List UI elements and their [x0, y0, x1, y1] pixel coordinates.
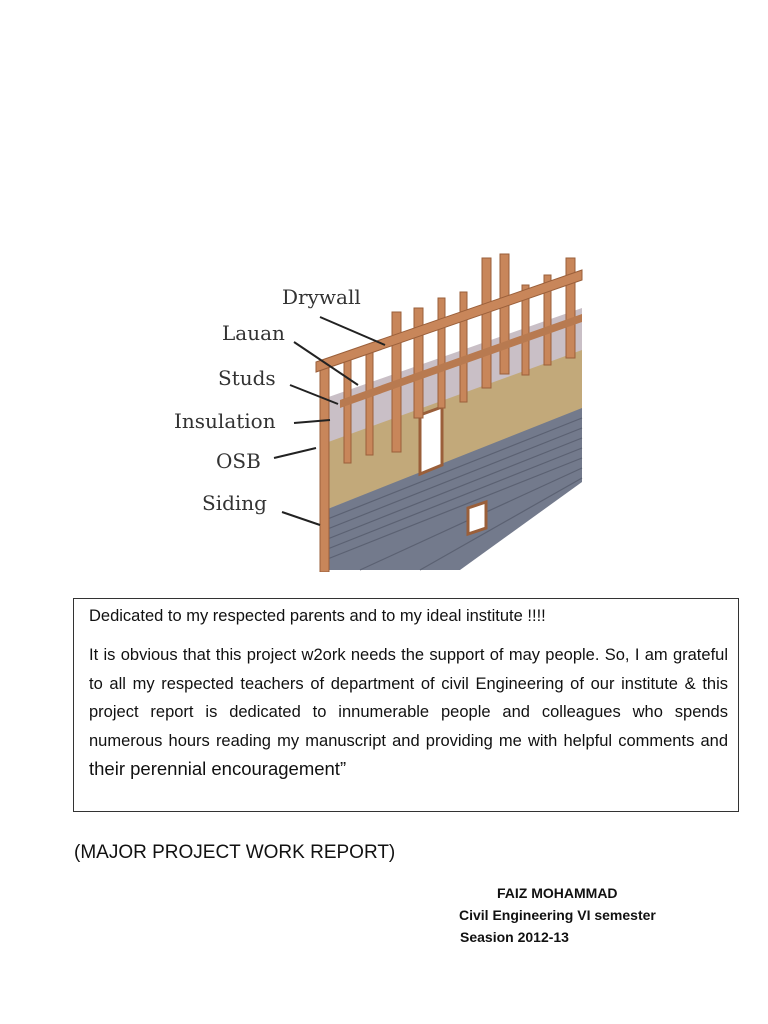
wall-section-diagram — [170, 250, 590, 572]
dedication-body-text: It is obvious that this project w2ork needs the support of may people. So, I am grateful to all my respected teachers of department of civil Engineering of our institute & this project report is dedicated to innumerable people and colleagues who spends numerous hours reading my manuscript and providing me with helpful comments and — [89, 646, 728, 750]
report-title: (MAJOR PROJECT WORK REPORT) — [74, 842, 396, 863]
wall-diagram-svg — [170, 250, 590, 572]
label-insulation: Insulation — [174, 409, 276, 433]
dedication-box — [73, 598, 739, 812]
dedication-body — [89, 641, 728, 785]
label-lauan: Lauan — [222, 321, 285, 345]
label-osb: OSB — [216, 449, 261, 473]
author-course: Civil Engineering VI semester — [459, 907, 656, 923]
vent-opening — [468, 502, 486, 534]
label-siding: Siding — [202, 491, 267, 515]
dedication-tail: their perennial encouragement” — [89, 758, 347, 779]
label-studs: Studs — [218, 366, 276, 390]
label-drywall: Drywall — [282, 285, 361, 309]
dedication-line: Dedicated to my respected parents and to my ideal institute !!!! — [89, 607, 546, 625]
author-session: Seasion 2012-13 — [460, 929, 569, 945]
author-name: FAIZ MOHAMMAD — [497, 885, 618, 901]
